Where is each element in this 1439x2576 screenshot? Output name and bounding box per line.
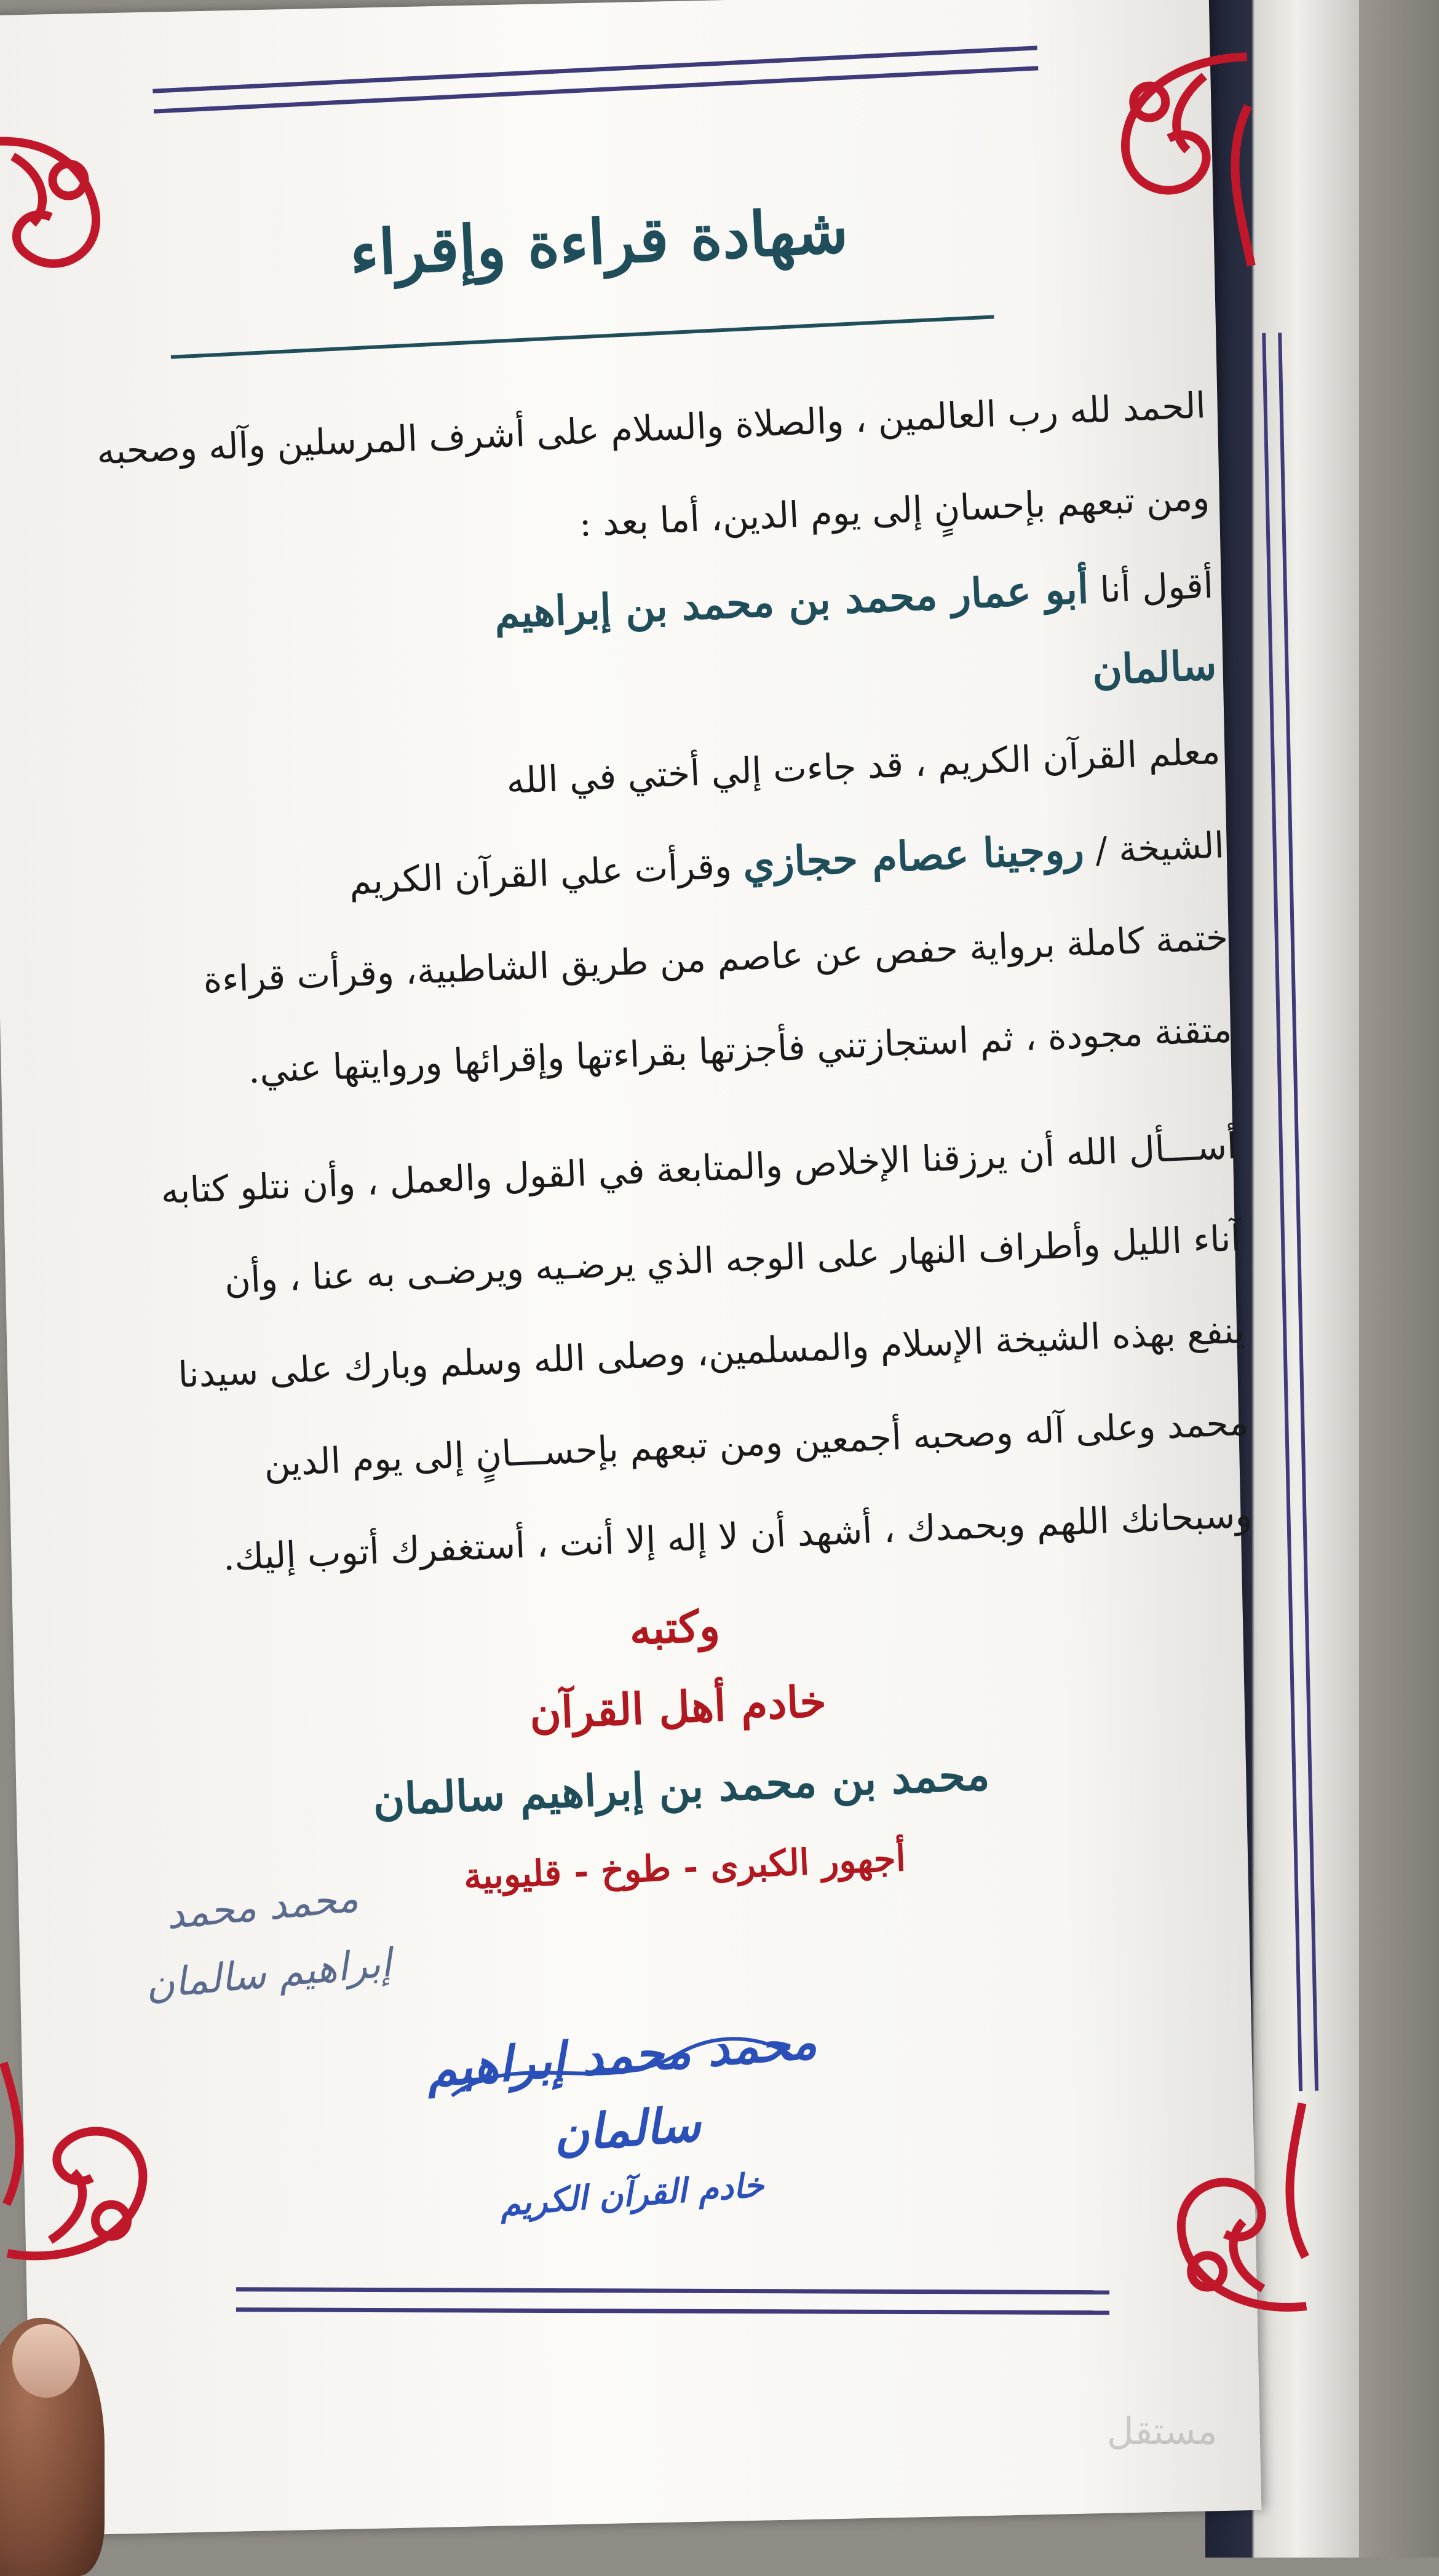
closing-servant: خادم أهل القرآن xyxy=(528,1675,828,1739)
body-line: الحمد لله رب العالمين ، والصلاة والسلام على أشرف المرسلين وآله وصحبه xyxy=(95,384,1207,473)
frame-bottom-border xyxy=(236,2287,1109,2315)
corner-ornament-icon xyxy=(1050,44,1264,282)
thumb-nail xyxy=(12,2324,80,2398)
body-line: ومن تبعهم بإحسانٍ إلى يوم الدين، أما بعد : xyxy=(578,476,1211,545)
signer-location: أجهور الكبرى - طوخ - قليوبية xyxy=(462,1837,907,1898)
prayer-line: أســـأل الله أن يرزقنا الإخلاص والمتابعة في القول والعمل ، وأن نتلو كتابه xyxy=(160,1124,1238,1212)
signer-name: محمد بن محمد بن إبراهيم سالمان xyxy=(371,1748,991,1826)
student-name: روجينا عصام حجازي xyxy=(742,824,1085,888)
handwritten-signature xyxy=(94,1858,437,2023)
corner-ornament-icon xyxy=(0,116,170,354)
teacher-name-continued: سالمان xyxy=(1091,641,1218,695)
certificate-title: شهادة قراءة وإقراء xyxy=(348,194,850,290)
corner-ornament-icon xyxy=(0,2041,205,2278)
title-underline xyxy=(171,315,994,358)
closing-wrote: وكتبه xyxy=(628,1600,721,1655)
teacher-role-line: معلم القرآن الكريم ، قد جاءت إلي أختي في الله xyxy=(505,730,1221,802)
prayer-line: محمد وعلى آله وصحبه أجمعين ومن تبعهم بإحســـانٍ إلى يوم الدين xyxy=(263,1401,1250,1485)
teacher-name: أبو عمار محمد بن محمد بن إبراهيم xyxy=(493,564,1090,638)
stamp-title: خادم القرآن الكريم xyxy=(498,2165,766,2224)
student-suffix: وقرأت علي القرآن الكريم xyxy=(348,844,733,903)
prayer-line: ينفع بهذه الشيخة الإسلام والمسلمين، وصلى الله وسلم وبارك على سيدنا xyxy=(177,1309,1245,1396)
prayer-line: وسبحانك اللهم وبحمدك ، أشهد أن لا إله إلا أنت ، أستغفرك أتوب إليك. xyxy=(222,1493,1253,1579)
certificate-body xyxy=(24,359,1254,1610)
signature-line: إبراهيم سالمان xyxy=(143,1940,394,2009)
prayer-line: آناء الليل وأطراف النهار على الوجه الذي يرضـيه ويرضـى به عنا ، وأن xyxy=(223,1217,1242,1302)
teacher-intro: أقول أنا xyxy=(1099,564,1215,611)
closing-block xyxy=(354,1574,1006,1921)
body-line: متقنة مجودة ، ثم استجازتني فأجزتها بقراءتها وإقرائها وروايتها عني. xyxy=(247,1008,1233,1092)
stamp-name: محمد محمد إبراهيم سالمان xyxy=(424,2013,819,2163)
student-prefix: الشيخة / xyxy=(1094,824,1225,872)
signature-line: محمد محمد xyxy=(164,1875,360,1938)
watermark: مستقل xyxy=(1107,2410,1218,2453)
seal-stamp xyxy=(422,2005,828,2224)
frame-top-border xyxy=(153,45,1038,113)
background-surface xyxy=(1359,0,1439,2558)
corner-ornament-icon xyxy=(1105,2091,1319,2329)
body-line: ختمة كاملة برواية حفص عن عاصم من طريق الشاطبية، وقرأت قراءة xyxy=(202,916,1229,1001)
